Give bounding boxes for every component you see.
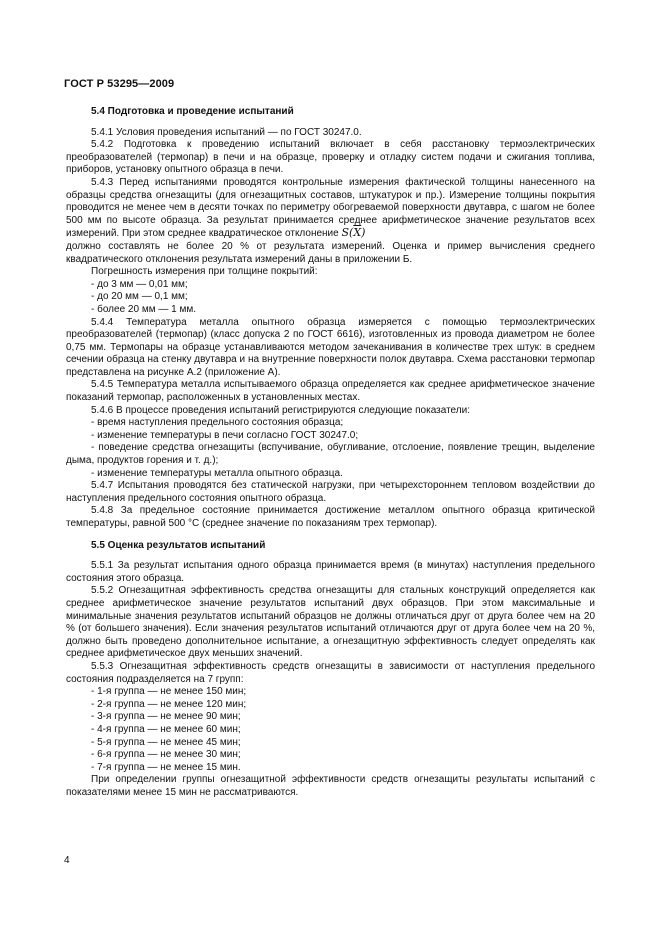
section-5-5-title: 5.5 Оценка результатов испытаний bbox=[91, 539, 266, 551]
indicator-item: - поведение средства огнезащиты (вспучивание, обугливание, отслоение, появление трещин, выделение дыма, продуктов горения и т. д.); bbox=[66, 442, 595, 467]
document-id: ГОСТ Р 53295—2009 bbox=[64, 78, 175, 90]
paragraph-5-4-3-text: 5.4.3 Перед испытаниями проводятся контрольные измерения фактической толщины нанесенного на образцы средства огнезащиты (для огнезащитных составов, штукатурок и пр.). Измерение толщины покрытия проводится не менее чем в десяти точках по периметру обогреваемой поверхности двутавра, с шагом не более 500 мм по высоте образца. За результат принимается среднее арифметическое значение результатов всех измерений. При этом среднее квадратическое отклонение bbox=[66, 176, 595, 240]
precision-item: - до 20 мм — 0,1 мм; bbox=[91, 291, 188, 303]
paragraph-5-4-4: 5.4.4 Температура металла опытного образца измеряется с помощью термоэлектрических преобразователей (термопар) (класс допуска 2 по ГОСТ 6616), изготовленных из провода диаметром не более 0,75 мм. Термопары на образце устанавливаются методом зачеканивания в количестве трех штук: в среднем сечении образца на стенку двутавра и на внутренние поверхности полок двутавра. Схема расстановки термопар представлена на рисунке А.2 (приложение А). bbox=[66, 316, 595, 378]
paragraph-5-4-8: 5.4.8 За предельное состояние принимается достижение металлом опытного образца критической температуры, равной 500 °С (среднее значение по показаниям трех термопар). bbox=[66, 505, 595, 529]
precision-item: - до 3 мм — 0,01 мм; bbox=[91, 278, 188, 290]
paragraph-5-4-2: 5.4.2 Подготовка к проведению испытаний включает в себя расстановку термоэлектрических преобразователей (термопар) в печи и на образце, проверку и отладку систем подачи и сжигания топлива, приборов, установку опытного образца в печи. bbox=[66, 139, 595, 176]
indicator-item: - изменение температуры в печи согласно ГОСТ 30247.0; bbox=[91, 429, 359, 441]
page-number: 4 bbox=[64, 855, 70, 866]
paragraph-5-5-1: 5.5.1 За результат испытания одного образца принимается время (в минутах) наступления предельного состояния этого образца. bbox=[66, 560, 595, 584]
formula-x-mean: $\overline{X}$ bbox=[353, 226, 362, 240]
group-item: - 3-я группа — не менее 90 мин; bbox=[91, 711, 241, 723]
paragraph-5-4-1: 5.4.1 Условия проведения испытаний — по ГОСТ 30247.0. bbox=[91, 126, 362, 138]
paragraph-5-4-6: 5.4.6 В процессе проведения испытаний регистрируются следующие показатели: bbox=[91, 404, 470, 416]
section-5-4-title: 5.4 Подготовка и проведение испытаний bbox=[91, 106, 294, 117]
formula-std-deviation: $S(\overline{X})$ bbox=[341, 226, 366, 240]
group-item: - 2-я группа — не менее 120 мин; bbox=[91, 698, 247, 710]
indicator-item: - время наступления предельного состояния образца; bbox=[91, 417, 344, 429]
paragraph-5-5-2: 5.5.2 Огнезащитная эффективность средства огнезащиты для стальных конструкций определяется как среднее арифметическое значение результатов испытаний двух образцов. При этом максимальные и минимальные значения результатов испытаний образцов не должны отличаться друг от друга более чем на 20 % (от большего значения). Если значения результатов испытаний отличаются друг от друга более чем на 20 %, должно быть проведено дополнительное испытание, а огнезащитную эффективность следует определять как среднее арифметическое двух меньших значений. bbox=[66, 585, 595, 660]
page-content bbox=[66, 106, 595, 799]
paragraph-5-4-5: 5.4.5 Температура металла испытываемого образца определяется как среднее арифметическое значение показаний термопар, расположенных в установленных местах. bbox=[66, 379, 595, 404]
formula-s: S bbox=[341, 226, 350, 240]
paragraph-final: При определении группы огнезащитной эффективности средств огнезащиты результаты испытаний с показателями менее 15 мин не рассматриваются. bbox=[66, 774, 595, 798]
group-item: - 4-я группа — не менее 60 мин; bbox=[91, 723, 241, 735]
group-item: - 7-я группа — не менее 15 мин. bbox=[91, 761, 241, 773]
paragraph-5-4-3-continued: должно составлять не более 20 % от результата измерений. Оценка и пример вычисления среднего квадратического отклонения результата измерений даны в приложении Б. bbox=[66, 240, 595, 265]
group-item: - 6-я группа — не менее 30 мин; bbox=[91, 749, 241, 761]
indicator-item: - изменение температуры металла опытного образца. bbox=[91, 467, 343, 479]
precision-item: - более 20 мм — 1 мм. bbox=[91, 303, 196, 315]
paragraph-5-4-3 bbox=[66, 177, 595, 241]
paragraph-5-4-7: 5.4.7 Испытания проводятся без статической нагрузки, при четырехстороннем тепловом воздействии до наступления предельного состояния опытного образца. bbox=[66, 480, 595, 504]
precision-title: Погрешность измерения при толщине покрытий: bbox=[91, 266, 318, 278]
group-item: - 1-я группа — не менее 150 мин; bbox=[91, 686, 247, 698]
group-item: - 5-я группа — не менее 45 мин; bbox=[91, 736, 241, 748]
paragraph-5-5-3: 5.5.3 Огнезащитная эффективность средств огнезащиты в зависимости от наступления предельного состояния подразделяется на 7 групп: bbox=[66, 660, 595, 685]
